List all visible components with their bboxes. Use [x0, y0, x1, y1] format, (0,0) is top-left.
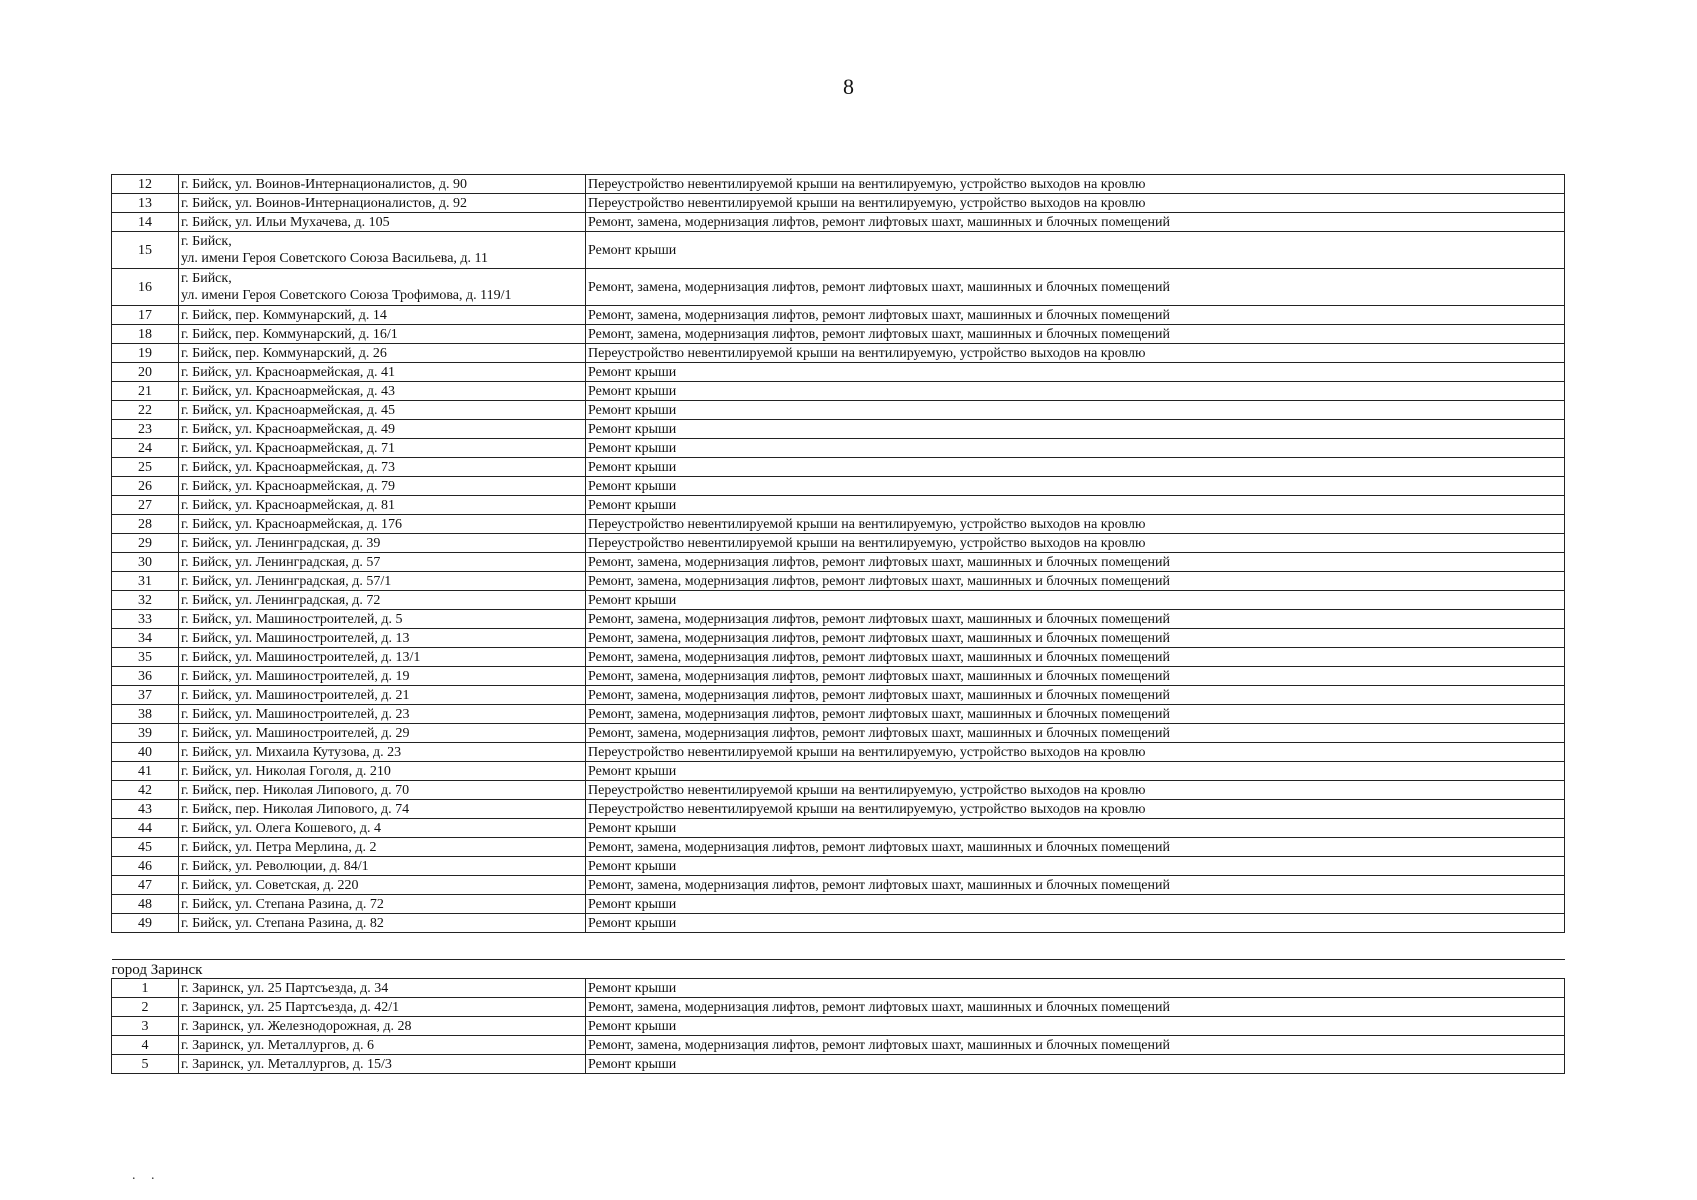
row-work-type: Ремонт, замена, модернизация лифтов, ремонт лифтовых шахт, машинных и блочных помещений	[586, 686, 1565, 705]
row-number: 5	[112, 1055, 179, 1074]
row-number: 26	[112, 477, 179, 496]
table-row	[112, 1017, 1565, 1036]
row-address: г. Бийск, ул. Машиностроителей, д. 13/1	[179, 648, 586, 667]
row-work-type: Переустройство невентилируемой крыши на вентилируемую, устройство выходов на кровлю	[586, 515, 1565, 534]
row-number: 43	[112, 800, 179, 819]
table-row	[112, 401, 1565, 420]
row-number: 20	[112, 363, 179, 382]
table-row	[112, 306, 1565, 325]
table-row	[112, 232, 1565, 269]
row-address: г. Бийск, ул. Олега Кошевого, д. 4	[179, 819, 586, 838]
page-number: 8	[843, 74, 854, 99]
row-number: 21	[112, 382, 179, 401]
table-row	[112, 213, 1565, 232]
table-row	[112, 724, 1565, 743]
row-work-type: Ремонт, замена, модернизация лифтов, ремонт лифтовых шахт, машинных и блочных помещений	[586, 1036, 1565, 1055]
table-row	[112, 610, 1565, 629]
table-row	[112, 477, 1565, 496]
row-work-type: Ремонт, замена, модернизация лифтов, ремонт лифтовых шахт, машинных и блочных помещений	[586, 572, 1565, 591]
table-row	[112, 800, 1565, 819]
row-work-type: Ремонт, замена, модернизация лифтов, ремонт лифтовых шахт, машинных и блочных помещений	[586, 553, 1565, 572]
row-address: г. Заринск, ул. Металлургов, д. 6	[179, 1036, 586, 1055]
row-number: 34	[112, 629, 179, 648]
table-row	[112, 686, 1565, 705]
row-work-type: Ремонт крыши	[586, 1017, 1565, 1036]
table-row	[112, 458, 1565, 477]
row-number: 32	[112, 591, 179, 610]
row-work-type: Ремонт крыши	[586, 857, 1565, 876]
row-address: г. Бийск, ул. Ленинградская, д. 72	[179, 591, 586, 610]
row-work-type: Ремонт, замена, модернизация лифтов, ремонт лифтовых шахт, машинных и блочных помещений	[586, 306, 1565, 325]
table-row	[112, 998, 1565, 1017]
row-number: 31	[112, 572, 179, 591]
table-row	[112, 781, 1565, 800]
row-work-type: Ремонт, замена, модернизация лифтов, ремонт лифтовых шахт, машинных и блочных помещений	[586, 213, 1565, 232]
row-address: г. Бийск, ул. Машиностроителей, д. 23	[179, 705, 586, 724]
row-number: 25	[112, 458, 179, 477]
row-number: 15	[112, 232, 179, 269]
row-number: 23	[112, 420, 179, 439]
row-work-type: Ремонт, замена, модернизация лифтов, ремонт лифтовых шахт, машинных и блочных помещений	[586, 705, 1565, 724]
address-line-1: г. Бийск,	[181, 271, 232, 286]
table-row	[112, 496, 1565, 515]
row-address: г. Бийск, пер. Николая Липового, д. 70	[179, 781, 586, 800]
row-number: 12	[112, 175, 179, 194]
row-address: г. Бийск, ул. Красноармейская, д. 79	[179, 477, 586, 496]
row-address: г. Бийск, ул. Машиностроителей, д. 29	[179, 724, 586, 743]
repair-table	[111, 174, 1565, 1074]
row-address: г. Бийск, ул. Ильи Мухачева, д. 105	[179, 213, 586, 232]
row-address: г. Бийск, ул. Революции, д. 84/1	[179, 857, 586, 876]
row-address: г. Бийск, ул. Красноармейская, д. 71	[179, 439, 586, 458]
row-number: 18	[112, 325, 179, 344]
row-work-type: Ремонт крыши	[586, 1055, 1565, 1074]
table-body-biysk	[112, 175, 1565, 933]
row-address: г. Бийск, ул. Красноармейская, д. 41	[179, 363, 586, 382]
table-row	[112, 762, 1565, 781]
row-work-type: Ремонт крыши	[586, 477, 1565, 496]
row-address: г. Бийск, пер. Коммунарский, д. 14	[179, 306, 586, 325]
row-work-type: Ремонт крыши	[586, 382, 1565, 401]
spacer-row	[112, 933, 1565, 960]
row-number: 45	[112, 838, 179, 857]
row-number: 42	[112, 781, 179, 800]
row-number: 28	[112, 515, 179, 534]
row-work-type: Ремонт, замена, модернизация лифтов, ремонт лифтовых шахт, машинных и блочных помещений	[586, 648, 1565, 667]
row-work-type: Ремонт крыши	[586, 232, 1565, 269]
row-address: г. Бийск, ул. Красноармейская, д. 73	[179, 458, 586, 477]
row-work-type: Переустройство невентилируемой крыши на вентилируемую, устройство выходов на кровлю	[586, 781, 1565, 800]
table-row	[112, 175, 1565, 194]
row-address: г. Бийск, ул. Петра Мерлина, д. 2	[179, 838, 586, 857]
table-row	[112, 420, 1565, 439]
row-work-type: Ремонт крыши	[586, 591, 1565, 610]
row-work-type: Ремонт, замена, модернизация лифтов, ремонт лифтовых шахт, машинных и блочных помещений	[586, 998, 1565, 1017]
section-title: город Заринск	[112, 960, 1565, 979]
row-address: г. Бийск, пер. Николая Липового, д. 74	[179, 800, 586, 819]
address-line-2: ул. имени Героя Советского Союза Трофимова, д. 119/1	[181, 288, 512, 303]
table-row	[112, 838, 1565, 857]
row-work-type: Ремонт крыши	[586, 458, 1565, 477]
table-row	[112, 819, 1565, 838]
row-number: 40	[112, 743, 179, 762]
table-row	[112, 439, 1565, 458]
row-address: г. Бийск, ул. Красноармейская, д. 49	[179, 420, 586, 439]
table-row	[112, 382, 1565, 401]
row-work-type: Ремонт крыши	[586, 439, 1565, 458]
table-row	[112, 553, 1565, 572]
row-address: г. Бийск, ул. Советская, д. 220	[179, 876, 586, 895]
section-row	[112, 960, 1565, 979]
row-number: 33	[112, 610, 179, 629]
row-work-type: Ремонт, замена, модернизация лифтов, ремонт лифтовых шахт, машинных и блочных помещений	[586, 667, 1565, 686]
row-address: г. Заринск, ул. 25 Партсъезда, д. 42/1	[179, 998, 586, 1017]
table-row	[112, 591, 1565, 610]
section-break	[112, 933, 1565, 979]
row-address: г. Бийск, ул. Машиностроителей, д. 5	[179, 610, 586, 629]
row-work-type: Ремонт, замена, модернизация лифтов, ремонт лифтовых шахт, машинных и блочных помещений	[586, 269, 1565, 306]
row-number: 17	[112, 306, 179, 325]
row-number: 41	[112, 762, 179, 781]
table-row	[112, 895, 1565, 914]
row-address: г. Бийск, ул. Машиностроителей, д. 13	[179, 629, 586, 648]
table-row	[112, 325, 1565, 344]
table-row	[112, 363, 1565, 382]
row-number: 4	[112, 1036, 179, 1055]
row-number: 37	[112, 686, 179, 705]
row-work-type: Переустройство невентилируемой крыши на вентилируемую, устройство выходов на кровлю	[586, 194, 1565, 213]
row-number: 1	[112, 979, 179, 998]
address-line-1: г. Бийск,	[181, 234, 232, 249]
row-address: г. Бийск, ул. Машиностроителей, д. 21	[179, 686, 586, 705]
row-work-type: Ремонт крыши	[586, 895, 1565, 914]
row-work-type: Ремонт, замена, модернизация лифтов, ремонт лифтовых шахт, машинных и блочных помещений	[586, 876, 1565, 895]
row-number: 16	[112, 269, 179, 306]
row-work-type: Переустройство невентилируемой крыши на вентилируемую, устройство выходов на кровлю	[586, 175, 1565, 194]
row-number: 39	[112, 724, 179, 743]
row-work-type: Ремонт крыши	[586, 420, 1565, 439]
table-body-zarinsk	[112, 979, 1565, 1074]
row-work-type: Переустройство невентилируемой крыши на вентилируемую, устройство выходов на кровлю	[586, 534, 1565, 553]
row-address: г. Бийск, ул. Степана Разина, д. 72	[179, 895, 586, 914]
row-address: г. Бийск, ул. Воинов-Интернационалистов, д. 92	[179, 194, 586, 213]
row-work-type: Ремонт крыши	[586, 819, 1565, 838]
row-work-type: Ремонт крыши	[586, 914, 1565, 933]
row-work-type: Ремонт, замена, модернизация лифтов, ремонт лифтовых шахт, машинных и блочных помещений	[586, 325, 1565, 344]
row-address	[179, 232, 586, 269]
row-address: г. Заринск, ул. 25 Партсъезда, д. 34	[179, 979, 586, 998]
table-row	[112, 194, 1565, 213]
row-number: 49	[112, 914, 179, 933]
row-work-type: Ремонт крыши	[586, 363, 1565, 382]
row-number: 13	[112, 194, 179, 213]
row-address: г. Бийск, ул. Красноармейская, д. 176	[179, 515, 586, 534]
row-address: г. Заринск, ул. Железнодорожная, д. 28	[179, 1017, 586, 1036]
row-number: 48	[112, 895, 179, 914]
row-number: 22	[112, 401, 179, 420]
row-number: 36	[112, 667, 179, 686]
row-number: 3	[112, 1017, 179, 1036]
table-row	[112, 648, 1565, 667]
table-row	[112, 914, 1565, 933]
table-row	[112, 857, 1565, 876]
row-work-type: Переустройство невентилируемой крыши на вентилируемую, устройство выходов на кровлю	[586, 743, 1565, 762]
row-address	[179, 269, 586, 306]
row-number: 14	[112, 213, 179, 232]
row-work-type: Ремонт, замена, модернизация лифтов, ремонт лифтовых шахт, машинных и блочных помещений	[586, 629, 1565, 648]
table-row	[112, 515, 1565, 534]
table-row	[112, 979, 1565, 998]
table-row	[112, 743, 1565, 762]
row-address: г. Бийск, ул. Николая Гоголя, д. 210	[179, 762, 586, 781]
table-row	[112, 876, 1565, 895]
row-number: 24	[112, 439, 179, 458]
table-row	[112, 1055, 1565, 1074]
row-number: 44	[112, 819, 179, 838]
row-address: г. Бийск, ул. Воинов-Интернационалистов, д. 90	[179, 175, 586, 194]
row-address: г. Бийск, пер. Коммунарский, д. 16/1	[179, 325, 586, 344]
row-address: г. Бийск, ул. Ленинградская, д. 57	[179, 553, 586, 572]
row-address: г. Бийск, ул. Ленинградская, д. 57/1	[179, 572, 586, 591]
row-work-type: Ремонт, замена, модернизация лифтов, ремонт лифтовых шахт, машинных и блочных помещений	[586, 838, 1565, 857]
address-line-2: ул. имени Героя Советского Союза Васильева, д. 11	[181, 251, 489, 266]
row-work-type: Ремонт, замена, модернизация лифтов, ремонт лифтовых шахт, машинных и блочных помещений	[586, 610, 1565, 629]
row-work-type: Ремонт, замена, модернизация лифтов, ремонт лифтовых шахт, машинных и блочных помещений	[586, 724, 1565, 743]
row-number: 19	[112, 344, 179, 363]
row-number: 35	[112, 648, 179, 667]
row-number: 46	[112, 857, 179, 876]
table-row	[112, 534, 1565, 553]
row-work-type: Ремонт крыши	[586, 496, 1565, 515]
row-work-type: Ремонт крыши	[586, 401, 1565, 420]
table-row	[112, 269, 1565, 306]
row-work-type: Переустройство невентилируемой крыши на вентилируемую, устройство выходов на кровлю	[586, 800, 1565, 819]
table-row	[112, 344, 1565, 363]
row-address: г. Бийск, ул. Машиностроителей, д. 19	[179, 667, 586, 686]
row-work-type: Ремонт крыши	[586, 979, 1565, 998]
row-address: г. Бийск, ул. Михаила Кутузова, д. 23	[179, 743, 586, 762]
row-address: г. Заринск, ул. Металлургов, д. 15/3	[179, 1055, 586, 1074]
row-work-type: Переустройство невентилируемой крыши на вентилируемую, устройство выходов на кровлю	[586, 344, 1565, 363]
row-address: г. Бийск, ул. Красноармейская, д. 81	[179, 496, 586, 515]
table-row	[112, 705, 1565, 724]
row-number: 27	[112, 496, 179, 515]
row-address: г. Бийск, ул. Ленинградская, д. 39	[179, 534, 586, 553]
scan-marks: . .	[132, 1168, 161, 1183]
row-number: 30	[112, 553, 179, 572]
row-work-type: Ремонт крыши	[586, 762, 1565, 781]
table-row	[112, 629, 1565, 648]
row-number: 2	[112, 998, 179, 1017]
row-address: г. Бийск, ул. Степана Разина, д. 82	[179, 914, 586, 933]
table-row	[112, 572, 1565, 591]
row-number: 29	[112, 534, 179, 553]
row-number: 38	[112, 705, 179, 724]
row-address: г. Бийск, ул. Красноармейская, д. 43	[179, 382, 586, 401]
row-number: 47	[112, 876, 179, 895]
row-address: г. Бийск, пер. Коммунарский, д. 26	[179, 344, 586, 363]
row-address: г. Бийск, ул. Красноармейская, д. 45	[179, 401, 586, 420]
table-row	[112, 1036, 1565, 1055]
table-row	[112, 667, 1565, 686]
